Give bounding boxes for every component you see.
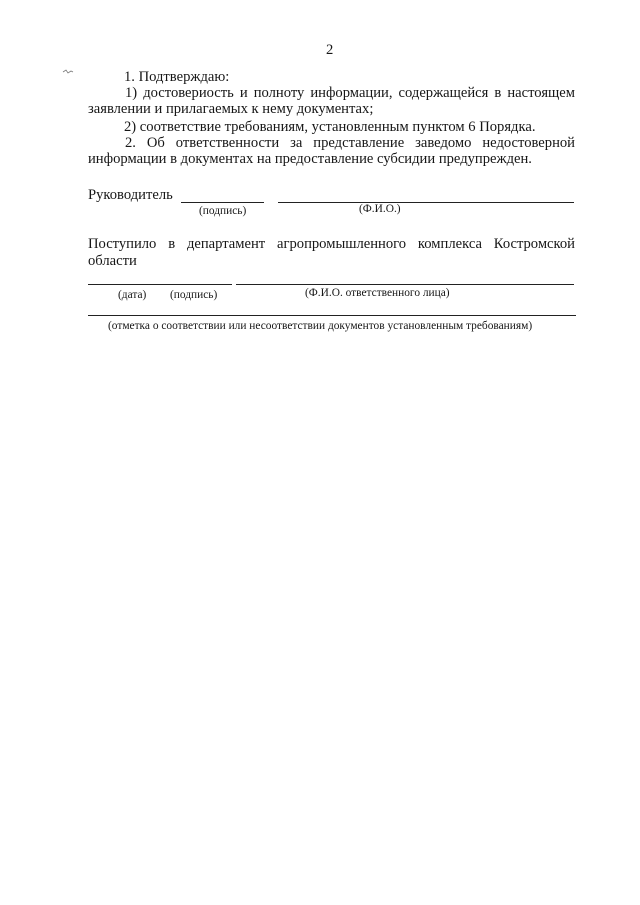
name-caption: (Ф.И.О.) <box>359 203 401 215</box>
date-signature-line <box>88 284 232 285</box>
responsible-name-caption: (Ф.И.О. ответственного лица) <box>305 287 450 299</box>
confirm-item1-line2: заявлении и прилагаемых к нему документах; <box>88 101 374 117</box>
date-caption: (дата) <box>118 289 147 301</box>
page-number: 2 <box>326 42 334 58</box>
confirm-item2: 2) соответствие требованиям, установленным пунктом 6 Порядка. <box>124 119 536 135</box>
received-line1: Поступило в департамент агропромышленного комплекса Костромской <box>88 236 575 252</box>
note-caption: (отметка о соответствии или несоответствии документов установленным требованиям) <box>108 320 533 332</box>
note-line <box>88 315 576 316</box>
signature-caption: (подпись) <box>199 205 247 217</box>
responsibility-line2: информации в документах на предоставление субсидии предупрежден. <box>88 151 532 167</box>
received-line2: области <box>88 253 137 269</box>
signatory-label: Руководитель <box>88 187 173 203</box>
scan-mark-icon <box>62 69 74 75</box>
responsible-name-line <box>236 284 574 285</box>
responsibility-line1: 2. Об ответственности за представление заведомо недостоверной <box>125 135 575 151</box>
confirm-heading: 1. Подтверждаю: <box>124 69 230 85</box>
confirm-item1-line1: 1) достовериость и полноту информации, содержащейся в настоящем <box>125 85 575 101</box>
received-signature-caption: (подпись) <box>170 289 218 301</box>
name-line <box>278 202 574 203</box>
signature-line <box>181 202 264 203</box>
